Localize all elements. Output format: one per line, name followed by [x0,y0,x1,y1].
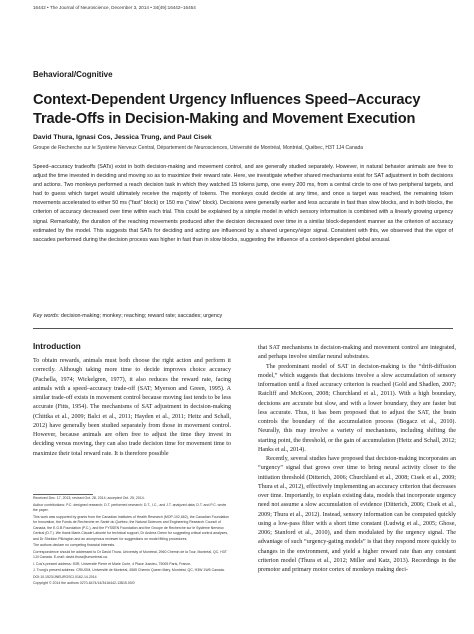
footnote-divider [33,494,93,495]
abstract: Speed–accuracy tradeoffs (SATs) exist in both decision-making and movement control, and are generally studied separately. However, in natural behavior animals are free to adjust the time invested in deciding and moving so as to maximize their reward rate. Here, we investigate whether shared mechanisms exist for SAT adjustment in both decisions and actions. Two monkeys performed a reach decision task in which they watched 15 tokens jump, one every 200 ms, from a central circle to one of two peripheral targets, and had to guess which target would ultimately receive the majority of tokens. The monkeys could decide at any time, and once a target was reached, the remaining token movements accelerated to either 50 ms (“fast” block) or 150 ms (“slow” block). Decisions were generally earlier and less accurate in fast than slow blocks, and in both blocks, the criterion of accuracy decreased over time within each trial. This could be explained by a simple model in which sensory information is combined with a linearly growing urgency signal. Remarkably, the duration of the reaching movements produced after the decision decreased over time in a similar block-dependent manner as the criterion of accuracy estimated by the model. This suggests that SATs for deciding and acting are influenced by a shared urgency/vigor signal. Consistent with this, we observed that the vigor of saccades performed during the decision process was higher in fast than in slow blocks, suggesting the influence of a context-dependent global arousal. [33,164,453,243]
affiliation: Groupe de Recherche sur le Système Nerveux Central, Département de Neurosciences, Université de Montréal, Montréal, Québec, H3T 1J4 Canada [33,145,364,151]
introduction-heading: Introduction [33,342,81,351]
running-head: 16442 • The Journal of Neuroscience, December 3, 2014 • 34(49):16442–16454 [33,5,196,10]
section-divider [33,328,453,329]
footnote-interests: The authors declare no competing financial interests. [33,543,116,547]
author-list: David Thura, Ignasi Cos, Jessica Trung, and Paul Cisek [33,134,212,141]
footnote-funding: This work was supported by grants from the Canadian Institutes of Health Research (MOP-102,662), the Canadian Foundation for Innovation, the Fonds de Recherche en Santé du Québec, the Natural Sciences and Engineering Research Council of Canada, the E.G.B Foundation (P.C.), and the FYSSEN Foundation and the Groupe de Recherche sur le Système Nerveux Central (D.T.). We thank Marie-Claude Labonté for technical support, Dr Andrea Green for suggesting critical control analyses, and Dr Sheldon Pilkington and an anonymous reviewer for suggestions on model fitting procedures. [33,514,230,541]
footnote-address-cos: I. Cos's present address: ISIR, Université Pierre et Marie Curie, 4 Place Jussieu, 75005 Paris, France. [33,561,192,566]
footnote-received: Received Dec. 17, 2013; revised Oct. 28, 2014; accepted Oct. 25, 2014. [33,496,145,500]
footnote-doi: DOI:10.1523/JNEUROSCI.0162-14.2014 [33,574,97,579]
article-title: Context-Dependent Urgency Influences Speed–Accuracy Trade-Offs in Decision-Making and Movement Execution [33,92,421,127]
footnote-copyright: Copyright © 2014 the authors 0270-6474/14/3416442-13$15.00/0 [33,581,135,585]
right-paragraph-continued: that SAT mechanisms in decision-making and movement control are integrated, and perhaps involve similar neural substrates. [258,345,456,361]
left-column [33,342,231,459]
footnote-address-trung: J. Trung's present address: CRIUGM, Université de Montréal, 4565 Chemin Queen Mary, Montréal, QC, H3W 1W5 Canada. [33,568,225,572]
intro-paragraph: To obtain rewards, animals must both choose the right action and perform it correctly. Although taking more time to decide improves choice accuracy (Pachella, 1974; Wickelgren, 1977), it also reduces the reward rate, facing animals with a speed–accuracy trade-off (SAT; Myerson and Green, 1995). A similar trade-off exists in movement control because moving fast tends to be less accurate (Fitts, 1954). The mechanisms of SAT adjustment in decision-making (Chittka et al., 2009; Balci et al., 2011; Hayden et al., 2011; Heitz and Schall, 2012) have generally been studied separately from those in movement control. However, because animals are often free to adjust the time they invest in deciding versus moving, they can also trade decision time for movement time to maximize their total reward rate. It is therefore possible [33,358,231,457]
right-paragraph-sat-model: The predominant model of SAT in decision-making is the “drift-diffusion model,” which suggests that decisions involve a slow accumulation of sensory information until a fixed accuracy criterion is reached (Gold and Shadlen, 2007; Ratcliff and McKoon, 2008; Churchland et al., 2011). With a high boundary, decisions are accurate but slow, and with a lower boundary, they are faster but less accurate. Thus, it has been proposed that to adjust the SAT, the brain controls the boundary of the accumulation process (Bogacz et al., 2010). Neurally, this may involve a variety of mechanisms, including shifting the starting point, the threshold, or the gain of accumulation (Heitz and Schall, 2012; Hanks et al., 2014). [258,363,456,453]
keywords-text: decision-making; monkey; reaching; reward rate; saccades; urgency [59,313,223,319]
footnote-contributions: Author contributions: P.C. designed research; D.T. performed research; D.T., I.C., and J.T. analyzed data; D.T. and P.C. wrote the paper. [33,502,227,512]
keywords-label: Key words: [33,313,60,319]
section-label: Behavioral/Cognitive [33,70,113,79]
footnote-correspondence: Correspondence should be addressed to Dr David Thura, University of Montreal, 2960 Chemin de la Tour, Montréal, QC, H3T 1J4 Canada. E-mail: david.thura@umontreal.ca. [33,549,227,559]
right-column [258,344,456,575]
footnotes [33,494,231,588]
right-paragraph-urgency: Recently, several studies have proposed that decision-making incorporates an “urgency” signal that grows over time to bring neural activity closer to the initiation threshold (Ditterich, 2006; Churchland et al., 2008; Cisek et al., 2009; Thura et al., 2012), effectively implementing an accuracy criterion that decreases over time. Importantly, to explain existing data, models that incorporate urgency need not assume a slow accumulation of evidence (Ditterich, 2006; Cisek et al., 2009; Thura et al., 2012). Instead, sensory information can be computed quickly using a low-pass filter with a short time constant (Ludwig et al., 2005; Ghose, 2006; Stanford et al., 2010), and then modulated by the urgency signal. The advantage of such “urgency-gating models” is that they respond more quickly to changes in the environment, and yield a higher reward rate than any constant criterion model (Thura et al., 2012; Miller and Katz, 2013). Recordings in the premotor and primary motor cortex of monkeys making deci- [258,456,456,573]
keywords-line [33,313,453,319]
